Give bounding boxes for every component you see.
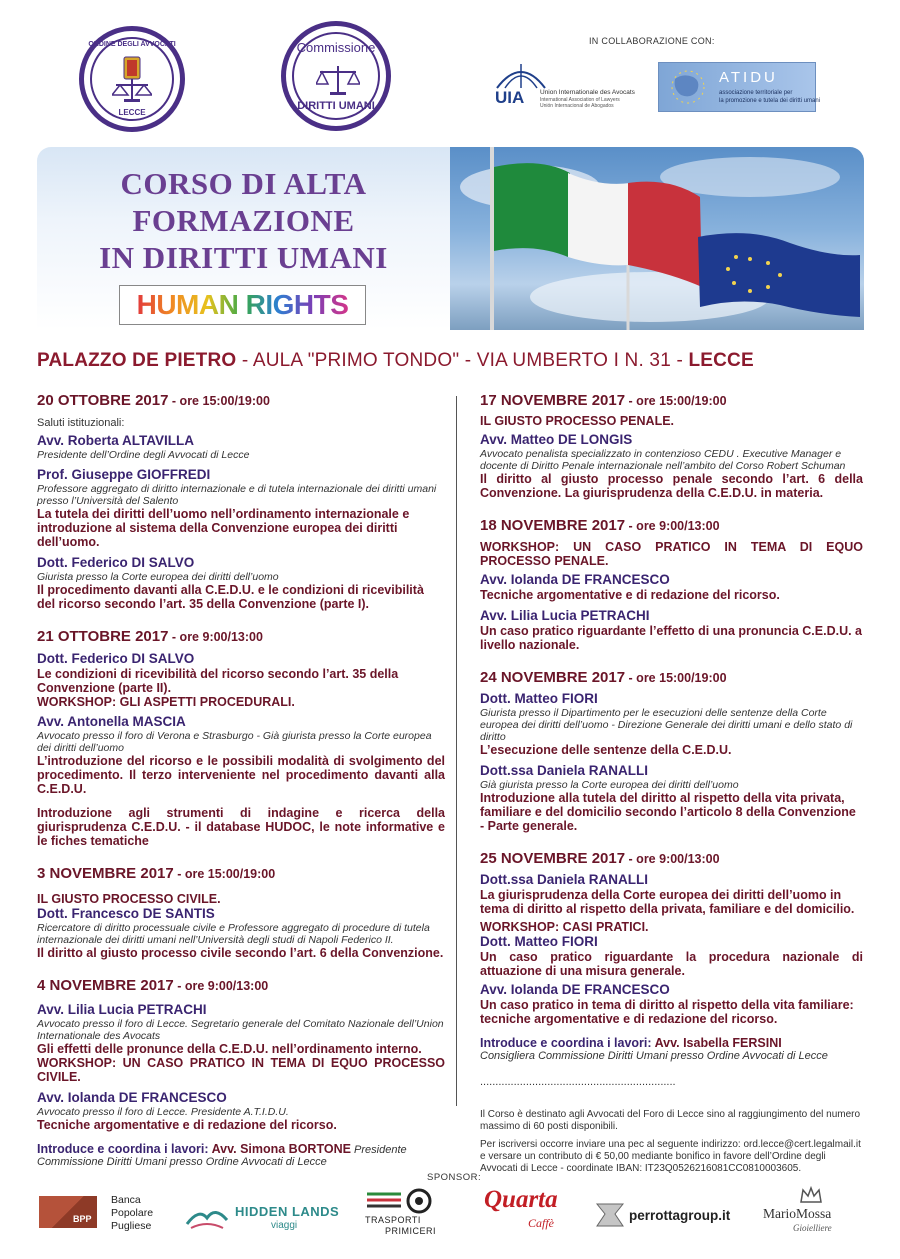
talk-topic: La tutela dei diritti dell’uomo nell’ordinamento internazionale e introduzione al sistema della Convenzione europea dei diritti dell’uomo.	[37, 507, 410, 549]
bpp-line1: Banca	[111, 1194, 141, 1206]
speaker-role: Giurista presso il Dipartimento per le esecuzioni delle sentenze della Corte europea dei diritti dell’uomo - Direzione Generale dei diritti umani e dello stato di diritto	[480, 707, 853, 743]
hidden-lands-sub: viaggi	[271, 1220, 298, 1231]
session-20-ottobre	[37, 391, 445, 611]
banner-title-panel	[37, 147, 450, 330]
time-text: - ore 15:00/19:00	[625, 671, 727, 685]
right-column	[480, 391, 863, 1175]
mariomossa-crown-icon	[799, 1186, 823, 1204]
talk-topic: Il procedimento davanti alla C.E.D.U. e le condizioni di ricevibilità del ricorso secondo l’art. 35 della Convenzione (parte I).	[37, 583, 424, 611]
speaker-name: Avv. Lilia Lucia PETRACHI	[37, 1002, 207, 1017]
perrotta-logo-icon	[595, 1200, 625, 1230]
speaker-name: Avv. Roberta ALTAVILLA	[37, 433, 195, 448]
speaker-name: Dott. Francesco DE SANTIS	[37, 906, 215, 921]
date-text: 4 NOVEMBRE 2017	[37, 977, 174, 994]
talk-topic: Tecniche argomentative e di redazione del ricorso.	[480, 588, 780, 602]
talk-topic: Le condizioni di ricevibilità del ricorso secondo l’art. 35 della Convenzione (parte II).	[37, 667, 399, 695]
mariomossa-sub: Gioielliere	[793, 1223, 832, 1233]
sponsor-label: SPONSOR:	[427, 1172, 482, 1183]
venue-city: LECCE	[688, 350, 754, 371]
talk-topic: Il diritto al giusto processo penale secondo l’art. 6 della Convenzione. La giurisprudenza della C.E.D.U. in materia.	[480, 472, 863, 500]
talk-topic: L’esecuzione delle sentenze della C.E.D.U.	[480, 743, 732, 757]
uia-sub3: Unión Internacional de Abogados	[540, 103, 614, 109]
coordinator-line	[37, 1142, 445, 1156]
venue-place: PALAZZO DE PIETRO	[37, 350, 237, 371]
ordine-avvocati-logo	[79, 26, 185, 132]
speaker-name: Dott.ssa Daniela RANALLI	[480, 763, 649, 778]
perrotta-name: perrottagroup.it	[629, 1208, 731, 1223]
date-text: 20 OTTOBRE 2017	[37, 392, 169, 409]
flags-image	[450, 147, 864, 330]
date-text: 18 NOVEMBRE 2017	[480, 517, 626, 534]
session-25-novembre	[480, 849, 863, 1062]
speaker-name: Dott.ssa Daniela RANALLI	[480, 872, 649, 887]
scales-icon	[112, 53, 152, 109]
coordinator-name: Avv. Simona BORTONE	[211, 1142, 351, 1156]
session-3-novembre	[37, 864, 445, 960]
course-note: Il Corso è destinato agli Avvocati del Foro di Lecce sino al raggiungimento del numero massimo di 60 posti disponibili.	[480, 1109, 861, 1132]
bpp-mark: BPP	[73, 1214, 92, 1224]
collaboration-label: IN COLLABORAZIONE CON:	[589, 36, 715, 46]
banner-title-line2: FORMAZIONE	[132, 203, 355, 238]
scales-icon	[316, 64, 360, 98]
speaker-role: Avvocato presso il foro di Lecce. Presidente A.T.I.D.U.	[37, 1106, 289, 1118]
date-text: 3 NOVEMBRE 2017	[37, 865, 174, 882]
flags-photo	[450, 147, 864, 330]
speaker-role: Professore aggregato di diritto internazionale e di tutela internazionale dei diritti umani presso l’Università del Salento	[37, 483, 437, 507]
course-banner	[37, 147, 864, 330]
session-date	[37, 391, 445, 411]
speaker-role: Ricercatore di diritto processuale civile e Professore aggregato di procedure di tutela internazionale dei diritti umani nell’Università degli studi di Napoli Federico II.	[37, 922, 430, 946]
workshop-title: WORKSHOP: CASI PRATICI.	[480, 920, 649, 934]
commissione-diritti-umani-logo	[281, 21, 391, 131]
workshop-title: WORKSHOP: UN CASO PRATICO IN TEMA DI EQUO PROCESSO CIVILE.	[37, 1056, 445, 1084]
uia-name: UIA	[495, 88, 525, 107]
speaker-role: Presidente dell’Ordine degli Avvocati di Lecce	[37, 449, 250, 461]
logo-bottom-text: DIRITTI UMANI	[297, 100, 375, 112]
speaker-name: Avv. Iolanda DE FRANCESCO	[480, 982, 670, 997]
atidu-logo	[658, 62, 821, 112]
session-date	[480, 849, 863, 869]
human-rights-box	[119, 285, 366, 325]
talk-topic: Il diritto al giusto processo civile secondo l’art. 6 della Convenzione.	[37, 946, 444, 960]
hidden-lands-icon	[185, 1202, 229, 1230]
quarta-sub: Caffè	[528, 1216, 554, 1230]
speaker-name: Dott. Matteo FIORI	[480, 691, 598, 706]
date-text: 25 NOVEMBRE 2017	[480, 850, 626, 867]
session-date	[480, 391, 863, 411]
uia-sub2: International Association of Lawyers	[540, 97, 620, 103]
time-text: - ore 9:00/13:00	[173, 979, 269, 993]
session-24-novembre	[480, 668, 863, 833]
trasporti-line1: TRASPORTI	[365, 1215, 421, 1225]
coordinator-role: Consigliera Commissione Diritti Umani presso Ordine Avvocati di Lecce	[480, 1050, 828, 1062]
quarta-name: Quarta	[484, 1186, 558, 1213]
speaker-name: Avv. Antonella MASCIA	[37, 714, 186, 729]
session-date	[37, 976, 445, 996]
atidu-sub1: associazione territoriale per	[719, 90, 793, 96]
logo-top-text: ORDINE DEGLI AVVOCATI	[88, 41, 176, 48]
coordinator-role: Commissione Diritti Umani presso Ordine Avvocati di Lecce	[37, 1156, 327, 1168]
time-text: - ore 9:00/13:00	[625, 852, 720, 866]
speaker-name: Dott. Federico DI SALVO	[37, 555, 195, 570]
speaker-role: Avvocato presso il foro di Lecce. Segretario generale del Comitato Nazionale dell’Union Internationale des Avocats	[37, 1018, 444, 1042]
session-17-novembre	[480, 391, 863, 500]
talk-topic: Gli effetti delle pronunce della C.E.D.U. nell’ordinamento interno.	[37, 1042, 422, 1056]
logo-bottom-text: LECCE	[118, 108, 146, 117]
session-date	[37, 864, 445, 884]
time-text: - ore 15:00/19:00	[168, 394, 270, 408]
session-date	[37, 627, 445, 647]
speaker-name: Avv. Lilia Lucia PETRACHI	[480, 608, 650, 623]
column-divider	[456, 396, 457, 1106]
banner-title-line1: CORSO DI ALTA	[120, 166, 367, 201]
bpp-line2: Popolare	[111, 1207, 154, 1219]
time-text: - ore 15:00/19:00	[625, 394, 727, 408]
speaker-role: Già giurista presso la Corte europea dei diritti dell’uomo	[480, 779, 739, 791]
venue-line	[37, 350, 867, 372]
session-date	[480, 668, 863, 688]
time-text: - ore 9:00/13:00	[625, 519, 720, 533]
session-date	[480, 516, 863, 536]
session-21-ottobre	[37, 627, 445, 848]
europe-map-icon	[663, 67, 713, 107]
hidden-lands-name: HIDDEN LANDS	[235, 1204, 340, 1219]
coordinator-role: Presidente	[350, 1144, 407, 1156]
talk-topic: Introduzione agli strumenti di indagine e ricerca della giurisprudenza C.E.D.U. - il database HUDOC, le note informative e le fiches tematiche	[37, 806, 445, 848]
uia-logo	[495, 62, 645, 112]
sponsor-hidden-lands	[185, 1198, 345, 1234]
workshop-title: WORKSHOP: GLI ASPETTI PROCEDURALI.	[37, 695, 295, 709]
greeting-label: Saluti istituzionali:	[37, 417, 125, 429]
session-18-novembre	[480, 516, 863, 652]
talk-topic: Introduzione alla tutela del diritto al rispetto della vita privata, familiare e del domicilio secondo l’articolo 8 della Convenzione - Parte generale.	[480, 791, 856, 833]
time-text: - ore 9:00/13:00	[168, 630, 263, 644]
banner-title-line3: IN DIRITTI UMANI	[99, 240, 388, 275]
atidu-sub2: la promozione e tutela dei diritti umani	[719, 98, 821, 104]
separator-dots: ................................................................	[480, 1076, 676, 1088]
coordinator-label: Introduce e coordina i lavori:	[480, 1036, 655, 1050]
trasporti-logo-icon	[365, 1188, 455, 1214]
speaker-name: Prof. Giuseppe GIOFFREDI	[37, 467, 211, 482]
sponsor-perrottagroup	[595, 1200, 745, 1234]
trasporti-line2: PRIMICERI	[385, 1226, 437, 1236]
bpp-line3: Pugliese	[111, 1220, 152, 1232]
sponsor-bpp	[39, 1192, 174, 1234]
speaker-name: Avv. Matteo DE LONGIS	[480, 432, 633, 447]
sponsor-quarta-caffe	[484, 1186, 574, 1238]
sponsor-trasporti-primiceri	[363, 1188, 463, 1238]
section-heading: IL GIUSTO PROCESSO CIVILE.	[37, 892, 221, 906]
time-text: - ore 15:00/19:00	[173, 867, 276, 881]
speaker-name: Dott. Federico DI SALVO	[37, 651, 195, 666]
venue-address: - AULA "PRIMO TONDO" - VIA UMBERTO I N. 31 -	[236, 350, 689, 371]
talk-topic: Un caso pratico riguardante la procedura nazionale di attuazione di una misura generale.	[480, 950, 863, 978]
speaker-role: Avvocato penalista specializzato in contenzioso CEDU . Executive Manager e docente di Diritto Penale internazionale nell’ambito del Corso Robert Schuman	[480, 448, 846, 472]
mariomossa-name: MarioMossa	[763, 1206, 832, 1221]
date-text: 21 OTTOBRE 2017	[37, 628, 169, 645]
atidu-name: ATIDU	[719, 69, 778, 86]
coordinator-label: Introduce e coordina i lavori:	[37, 1142, 212, 1156]
talk-topic: Un caso pratico riguardante l’effetto di una pronuncia C.E.D.U. a livello nazionale.	[480, 624, 862, 652]
speaker-name: Avv. Iolanda DE FRANCESCO	[37, 1090, 227, 1105]
workshop-title: WORKSHOP: UN CASO PRATICO IN TEMA DI EQUO PROCESSO PENALE.	[480, 540, 863, 568]
section-heading: IL GIUSTO PROCESSO PENALE.	[480, 414, 675, 428]
human-rights-text: HUMAN RIGHTS	[136, 289, 349, 320]
registration-note: Per iscriversi occorre inviare una pec al seguente indirizzo: ord.lecce@cert.legalmail.it e versare un contributo di € 50,00 mediante bonifico in favore dell’Ordine degli Avvocati di Lecce - coordinate IBAN: IT23Q0526216081CC0810003605.	[480, 1139, 861, 1174]
speaker-role: Giurista presso la Corte europea dei diritti dell’uomo	[37, 571, 279, 583]
coordinator-line	[480, 1036, 863, 1050]
talk-topic: Un caso pratico in tema di diritto al rispetto della vita familiare: tecniche argomentative e di redazione del ricorso.	[480, 998, 854, 1026]
talk-topic: La giurisprudenza della Corte europea dei diritti dell’uomo in tema di diritto al rispetto della privata, familiare e del domicilio.	[480, 888, 855, 916]
sponsor-mario-mossa	[763, 1186, 868, 1236]
talk-topic: L’introduzione del ricorso e le possibili modalità di svolgimento del procedimento. Il terzo interveniente nel procedimento davanti alla C.E.D.U.	[37, 754, 445, 796]
uia-sub1: Union Internationale des Avocats	[540, 89, 635, 96]
speaker-name: Dott. Matteo FIORI	[480, 934, 598, 949]
left-column	[37, 391, 445, 1168]
session-4-novembre	[37, 976, 445, 1168]
date-text: 17 NOVEMBRE 2017	[480, 392, 626, 409]
talk-topic: Tecniche argomentative e di redazione del ricorso.	[37, 1118, 337, 1132]
speaker-name: Avv. Iolanda DE FRANCESCO	[480, 572, 670, 587]
coordinator-name: Avv. Isabella FERSINI	[654, 1036, 782, 1050]
date-text: 24 NOVEMBRE 2017	[480, 669, 626, 686]
logo-top-text: Commissione	[296, 40, 376, 55]
globe-icon	[495, 62, 547, 90]
speaker-role: Avvocato presso il foro di Verona e Strasburgo - Già giurista presso la Corte europea dei diritti dell’uomo	[37, 730, 432, 754]
